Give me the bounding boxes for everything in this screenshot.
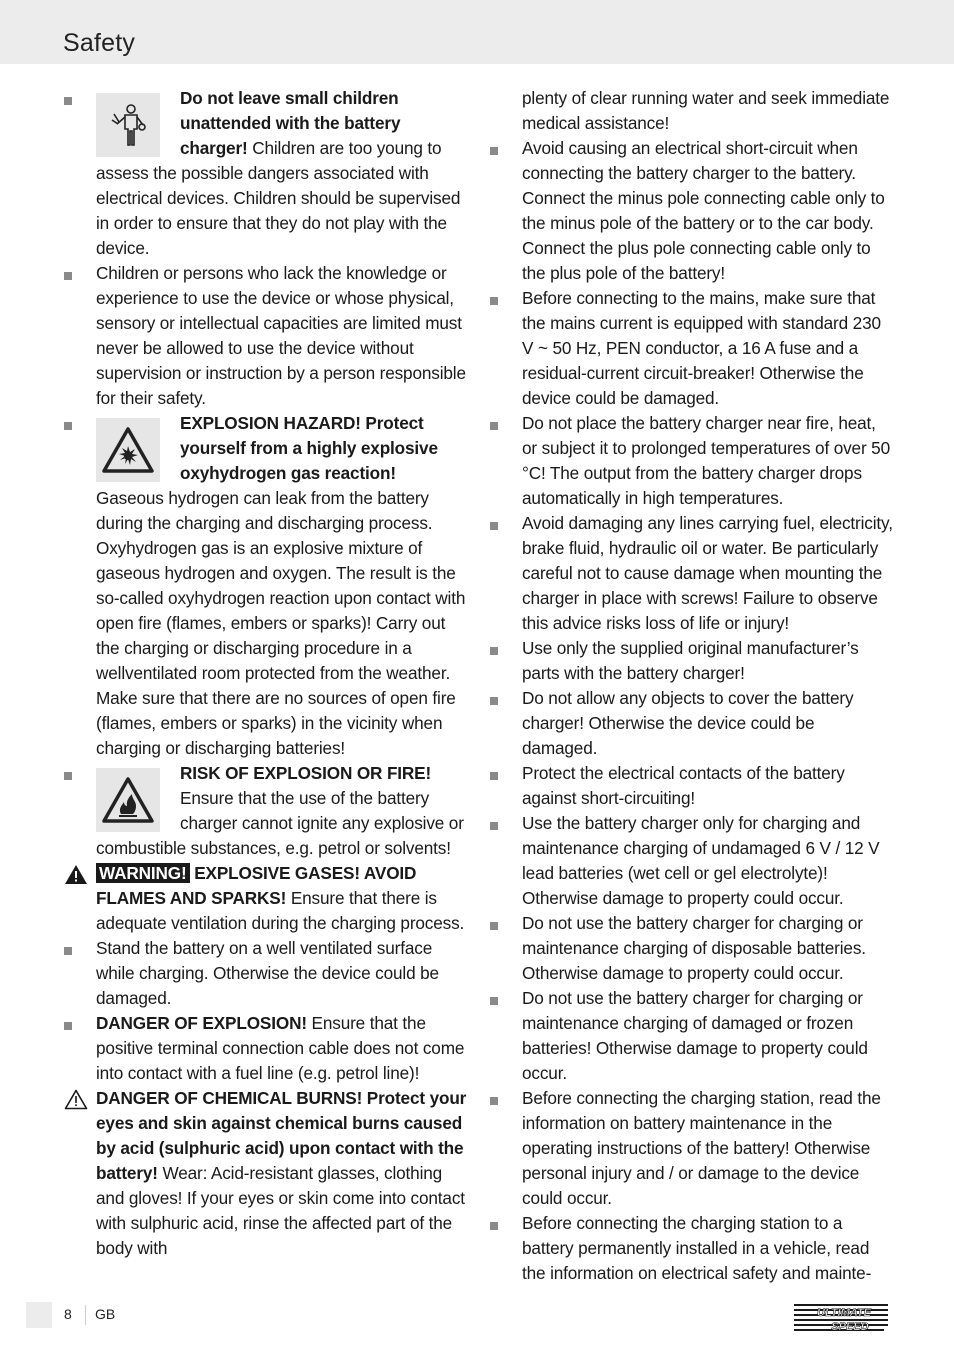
bullet-icon <box>490 997 498 1005</box>
item-text: Do not allow any objects to cover the battery charger! Otherwise the device could be damaged. <box>522 688 854 758</box>
fire-icon <box>96 768 160 832</box>
left-column <box>62 86 467 1261</box>
item-text: Stand the battery on a well ventilated surface while charging. Otherwise the device could be damaged. <box>96 938 439 1008</box>
list-item <box>488 286 893 411</box>
footer-divider <box>85 1305 86 1325</box>
bullet-icon <box>490 147 498 155</box>
list-item <box>62 1011 467 1086</box>
item-text: Avoid causing an electrical short-circuit when connecting the battery charger to the battery. Connect the minus pole connecting cable only to the minus pole of the battery or to the car body. Connect the plus pole connecting cable only to the plus pole of the battery! <box>522 138 885 283</box>
list-item <box>488 411 893 511</box>
child-icon <box>96 93 160 157</box>
bullet-icon <box>490 772 498 780</box>
item-text: Before connecting the charging station to a battery permanently installed in a vehicle, read the information on electrical safety and mainte- <box>522 1213 872 1283</box>
bullet-icon <box>490 647 498 655</box>
explosion-icon <box>96 418 160 482</box>
item-text: Children are too young to assess the possible dangers associated with electrical devices. Children should be supervised in order to ensure that they do not play with the device. <box>96 138 461 258</box>
item-text: Use only the supplied original manufacturer’s parts with the battery charger! <box>522 638 859 683</box>
bullet-icon <box>490 522 498 530</box>
item-text: Use the battery charger only for charging and maintenance charging of undamaged 6 V / 12 V lead batteries (wet cell or gel electrolyte)! Otherwise damage to property could occur. <box>522 813 880 908</box>
item-text: Protect the electrical contacts of the battery against short-circuiting! <box>522 763 845 808</box>
bullet-icon <box>64 272 72 280</box>
bullet-icon <box>490 422 498 430</box>
list-item <box>488 511 893 636</box>
page-header <box>0 0 954 64</box>
item-text: Do not use the battery charger for charging or maintenance charging of disposable batteries. Otherwise damage to property could occur. <box>522 913 866 983</box>
item-text: Children or persons who lack the knowledge or experience to use the device or whose physical, sensory or intellectual capacities are limited must never be allowed to use the device without supervision or instruction by a person responsible for their safety. <box>96 263 466 408</box>
bullet-icon <box>64 1022 72 1030</box>
bullet-icon <box>490 822 498 830</box>
item-text: Gaseous hydrogen can leak from the battery during the charging and discharging process. Oxyhydrogen gas is an explosive mixture of gaseous hydrogen and oxygen. The result is the so-called oxyhydrogen reaction upon contact with open fire (flames, embers or sparks)! Carry out the charging or discharging procedure in a wellventilated room protected from the weather. Make sure that there are no sources of open fire (flames, embers or sparks) in the vicinity when charging or discharging batteries! <box>96 488 466 758</box>
list-item <box>488 911 893 986</box>
brand-logo-icon <box>792 1300 892 1334</box>
item-bold-text: DANGER OF EXPLOSION! <box>96 1013 307 1033</box>
warning-triangle-icon <box>64 864 88 885</box>
item-text: Ensure that the positive terminal connection cable does not come into contact with a fuel line (e.g. petrol line)! <box>96 1013 465 1083</box>
bullet-icon <box>490 1222 498 1230</box>
item-text: plenty of clear running water and seek immediate medical assistance! <box>522 88 890 133</box>
continued-text <box>488 86 893 136</box>
item-text: Wear: Acid-resistant glasses, clothing and gloves! If your eyes or skin come into contact with sulphuric acid, rinse the affected part of the body with <box>96 1163 465 1258</box>
item-text: Avoid damaging any lines carrying fuel, electricity, brake fluid, hydraulic oil or water. Be particularly careful not to cause damage when mounting the charger in place with screws! Failure to observe this advice risks loss of life or injury! <box>522 513 893 633</box>
page-number: 8 <box>64 1306 72 1322</box>
item-text: Before connecting to the mains, make sure that the mains current is equipped with standard 230 V ~ 50 Hz, PEN conductor, a 16 A fuse and a residual-current circuit-breaker! Otherwise the device could be damaged. <box>522 288 881 408</box>
item-bold-text: EXPLOSIVE GASES! AVOID FLAMES AND SPARKS! <box>96 863 417 908</box>
list-item-explosion <box>62 411 467 761</box>
item-text: Before connecting the charging station, read the information on battery maintenance in the operating instructions of the battery! Otherwise personal injury and / or damage to the device could occur. <box>522 1088 881 1208</box>
svg-text:SPEED: SPEED <box>831 1321 869 1333</box>
bullet-icon <box>490 922 498 930</box>
right-column <box>488 86 893 1286</box>
warning-item <box>62 861 467 936</box>
list-item <box>488 986 893 1086</box>
list-item <box>488 686 893 761</box>
list-item <box>62 261 467 411</box>
item-text: Ensure that there is adequate ventilation during the charging process. <box>96 888 465 933</box>
bullet-icon <box>490 297 498 305</box>
caution-item <box>62 1086 467 1261</box>
page-title: Safety <box>63 29 136 57</box>
item-text: Do not use the battery charger for charging or maintenance charging of damaged or frozen batteries! Otherwise damage to property could occur. <box>522 988 868 1083</box>
list-item <box>488 1086 893 1211</box>
svg-text:ULTIMATE: ULTIMATE <box>817 1307 871 1319</box>
list-item <box>488 636 893 686</box>
list-item-fire <box>62 761 467 861</box>
bullet-icon <box>490 697 498 705</box>
language-code: GB <box>95 1306 116 1322</box>
item-bold-text: DANGER OF CHEMICAL BURNS! Protect your eyes and skin against chemical burns caused by acid (sulphuric acid) upon contact with the battery! <box>96 1088 467 1183</box>
item-text: Do not place the battery charger near fire, heat, or subject it to prolonged temperatures of over 50 °C! The output from the battery charger drops automatically in high temperatures. <box>522 413 890 508</box>
item-bold-text: EXPLOSION HAZARD! Protect yourself from a highly explosive oxyhydrogen gas reaction! <box>180 413 438 483</box>
warning-badge: WARNING! <box>96 863 190 883</box>
item-text: Ensure that the use of the battery charger cannot ignite any explosive or combustible substances, e.g. petrol or solvents! <box>96 788 464 858</box>
item-bold-text: RISK OF EXPLOSION OR FIRE! <box>180 763 432 783</box>
list-item <box>488 811 893 911</box>
list-item <box>488 761 893 811</box>
list-item <box>62 936 467 1011</box>
bullet-icon <box>490 1097 498 1105</box>
bullet-icon <box>64 97 72 105</box>
footer-marker <box>26 1302 52 1328</box>
list-item-children <box>62 86 467 261</box>
bullet-icon <box>64 947 72 955</box>
caution-triangle-icon <box>64 1089 88 1110</box>
bullet-icon <box>64 422 72 430</box>
list-item <box>488 1211 893 1286</box>
bullet-icon <box>64 772 72 780</box>
list-item <box>488 136 893 286</box>
item-bold-text: Do not leave small children unattended with the battery charger! <box>180 88 401 158</box>
